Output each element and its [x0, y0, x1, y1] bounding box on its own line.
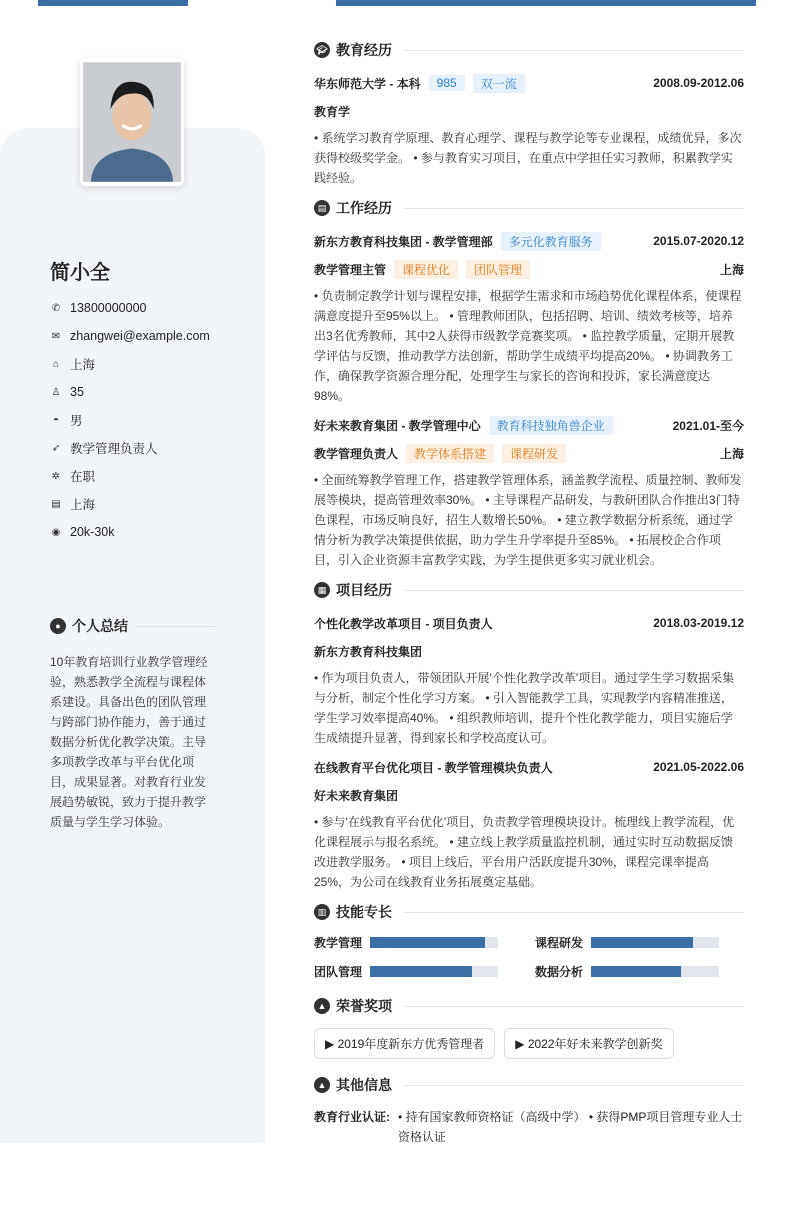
- info-text: 男: [70, 414, 83, 428]
- section-title: 其他信息: [336, 1077, 392, 1093]
- work-desc: • 负责制定教学计划与课程安排，根据学生需求和市场趋势优化课程体系，使课程满意度提升至95%以上。 • 管理教师团队，包括招聘、培训、绩效考核等，培养出3名优秀教师，其中2人获得市级教学竞赛奖项。 • 监控教学质量，定期开展教学评估与反馈，推动教学方法创新，帮助学生成绩平均提高20%。 • 协调教务工作，确保教学资源合理分配，处理学生与家长的咨询和投诉，家长满意度达98%。: [314, 289, 742, 403]
- play-icon: ▶: [515, 1037, 528, 1051]
- skill-bar: [370, 937, 498, 948]
- skill-item: [535, 934, 744, 951]
- graduation-cap-icon: 🎓︎: [314, 42, 330, 58]
- award-text: 2019年度新东方优秀管理者: [337, 1037, 485, 1051]
- info-text: 13800000000: [70, 301, 147, 315]
- section-title: 技能专长: [336, 904, 392, 920]
- role-tag: 课程研发: [502, 444, 566, 463]
- project-desc: • 参与'在线教育平台优化'项目，负责教学管理模块设计。梳理线上教学流程，优化课程展示与报名系统。 • 建立线上教学质量监控机制，通过实时互动数据反馈改进教学服务。 • 项目上线后，平台用户活跃度提升30%，课程完课率提高25%，为公司在线教育业务拓展奠定基础。: [314, 815, 735, 889]
- info-text: 上海: [70, 358, 96, 372]
- contact-info: [50, 294, 210, 546]
- project-item: [314, 612, 744, 748]
- cake-icon: ♙: [51, 386, 61, 398]
- other-value: • 持有国家教师资格证（高级中学） • 获得PMP项目管理专业人士资格认证: [398, 1110, 743, 1144]
- skills-heading: [314, 900, 744, 924]
- section-title: 工作经历: [336, 200, 392, 216]
- work-item: [314, 230, 744, 406]
- skill-bar-fill: [370, 937, 485, 948]
- company: 新东方教育科技集团 - 教学管理部: [314, 234, 493, 249]
- role-tag: 教学体系搭建: [406, 444, 494, 463]
- role-tag: 课程优化: [394, 260, 458, 279]
- skill-item: [314, 963, 535, 980]
- projects-heading: [314, 578, 744, 602]
- top-accent-bar-right: [336, 0, 756, 6]
- project-name: 个性化教学改革项目 - 项目负责人: [314, 616, 493, 631]
- avatar: [80, 58, 184, 186]
- info-row: [50, 378, 210, 406]
- info-text: 教学管理负责人: [70, 442, 158, 456]
- summary-title: 个人总结: [72, 618, 128, 634]
- home-icon: ⌂: [52, 358, 60, 370]
- status-icon: ✲: [51, 470, 61, 482]
- role-tag: 团队管理: [466, 260, 530, 279]
- company-tag: 教育科技独角兽企业: [489, 416, 613, 435]
- info-text: 35: [70, 385, 84, 399]
- section-title: 教育经历: [336, 42, 392, 58]
- other-label: 教育行业认证:: [314, 1110, 390, 1124]
- play-icon: ▶: [325, 1037, 338, 1051]
- other-info: [314, 1107, 744, 1147]
- gender-icon: ◓: [52, 414, 60, 426]
- skills-list: [314, 934, 744, 980]
- skill-name: 团队管理: [314, 965, 363, 979]
- section-title: 荣誉奖项: [336, 998, 392, 1014]
- project-date: 2018.03-2019.12: [653, 616, 744, 630]
- awards-heading: [314, 994, 744, 1018]
- skill-bar-fill: [591, 937, 693, 948]
- candidate-name: 简小全: [50, 262, 110, 284]
- chart-icon: ▥: [314, 904, 330, 920]
- company: 好未来教育集团 - 教学管理中心: [314, 418, 481, 433]
- info-row: [50, 518, 210, 546]
- education-date: 2008.09-2012.06: [653, 76, 744, 90]
- info-text: 上海: [70, 498, 96, 512]
- award-item: [504, 1028, 673, 1059]
- project-name: 在线教育平台优化项目 - 教学管理模块负责人: [314, 760, 553, 775]
- info-text: zhangwei@example.com: [70, 329, 210, 343]
- summary-text: 10年教育培训行业教学管理经验，熟悉教学全流程与课程体系建设。具备出色的团队管理与跨部门协作能力，善于通过数据分析优化教学决策。主导多项教学改革与平台优化项目，成果显著。对教育行业发展趋势敏锐，致力于提升教学质量与学生学习体验。: [50, 655, 208, 829]
- info-row: [50, 350, 210, 378]
- info-icon: ▲: [314, 1077, 330, 1093]
- info-row: [50, 490, 210, 518]
- skill-bar-fill: [370, 966, 472, 977]
- skill-bar: [591, 937, 719, 948]
- work-item: [314, 414, 744, 570]
- skill-item: [314, 934, 535, 951]
- project-desc: • 作为项目负责人，带领团队开展'个性化教学改革'项目。通过学生学习数据采集与分析，制定个性化学习方案。 • 引入智能教学工具，实现教学内容精准推送，学生学习效率提高40%。 • 组织教师培训，提升个性化教学能力，项目实施后学生成绩提升显著，得到家长和学校高度认可。: [314, 671, 735, 745]
- info-text: 在职: [70, 470, 96, 484]
- skill-name: 教学管理: [314, 936, 363, 950]
- education-heading: [314, 38, 744, 62]
- work-city: 上海: [719, 262, 744, 277]
- salary-icon: ◉: [51, 526, 61, 538]
- mail-icon: ✉: [51, 330, 61, 342]
- skill-bar-fill: [591, 966, 681, 977]
- info-row: [50, 406, 210, 434]
- work-heading: [314, 196, 744, 220]
- project-date: 2021.05-2022.06: [653, 760, 744, 774]
- role: 教学管理主管: [314, 262, 387, 277]
- skill-name: 课程研发: [535, 936, 584, 950]
- project-org: 新东方教育科技集团: [314, 644, 423, 659]
- info-text: 20k-30k: [70, 525, 115, 539]
- project-org: 好未来教育集团: [314, 788, 399, 803]
- work-date: 2015.07-2020.12: [653, 234, 744, 248]
- skill-name: 数据分析: [535, 965, 584, 979]
- main-content: [314, 38, 744, 1147]
- phone-icon: ✆: [51, 302, 61, 314]
- awards-list: [314, 1028, 744, 1059]
- summary-heading: [50, 616, 215, 642]
- skill-item: [535, 963, 744, 980]
- work-date: 2021.01-至今: [672, 418, 744, 433]
- info-row: [50, 322, 210, 350]
- top-accent-bar-left: [38, 0, 188, 6]
- send-icon: ➶: [51, 442, 61, 454]
- building-icon: ▤: [51, 498, 61, 510]
- role: 教学管理负责人: [314, 446, 399, 461]
- other-heading: [314, 1073, 744, 1097]
- work-desc: • 全面统筹教学管理工作，搭建教学管理体系，涵盖教学流程、质量控制、教师发展等模块，提高管理效率30%。 • 主导课程产品研发，与教研团队合作推出3门特色课程，市场反响良好，招生人数增长50%。 • 建立教学数据分析系统，通过学情分析为教学决策提供依据，助力学生升学率提升至85%。 • 拓展校企合作项目，引入企业资源丰富教学实践，为学生提供更多实习就业机会。: [314, 473, 742, 567]
- skill-bar: [591, 966, 719, 977]
- school-tag: 双一流: [473, 74, 525, 93]
- award-item: [314, 1028, 495, 1059]
- project-item: [314, 756, 744, 892]
- skill-bar: [370, 966, 498, 977]
- major: 教育学: [314, 104, 351, 119]
- work-city: 上海: [719, 446, 744, 461]
- info-row: [50, 462, 210, 490]
- award-icon: ▲: [314, 998, 330, 1014]
- school-name: 华东师范大学 - 本科: [314, 76, 421, 91]
- user-icon: ●: [50, 618, 66, 634]
- briefcase-icon: ▤: [314, 200, 330, 216]
- info-row: [50, 434, 210, 462]
- company-tag: 多元化教育服务: [501, 232, 601, 251]
- grid-icon: ▦: [314, 582, 330, 598]
- school-tag: 985: [429, 75, 465, 91]
- education-desc: • 系统学习教育学原理、教育心理学、课程与教学论等专业课程，成绩优异，多次获得校级奖学金。 • 参与教育实习项目，在重点中学担任实习教师，积累教学实践经验。: [314, 131, 742, 185]
- award-text: 2022年好未来教学创新奖: [527, 1037, 663, 1051]
- info-row: [50, 294, 210, 322]
- section-title: 项目经历: [336, 582, 392, 598]
